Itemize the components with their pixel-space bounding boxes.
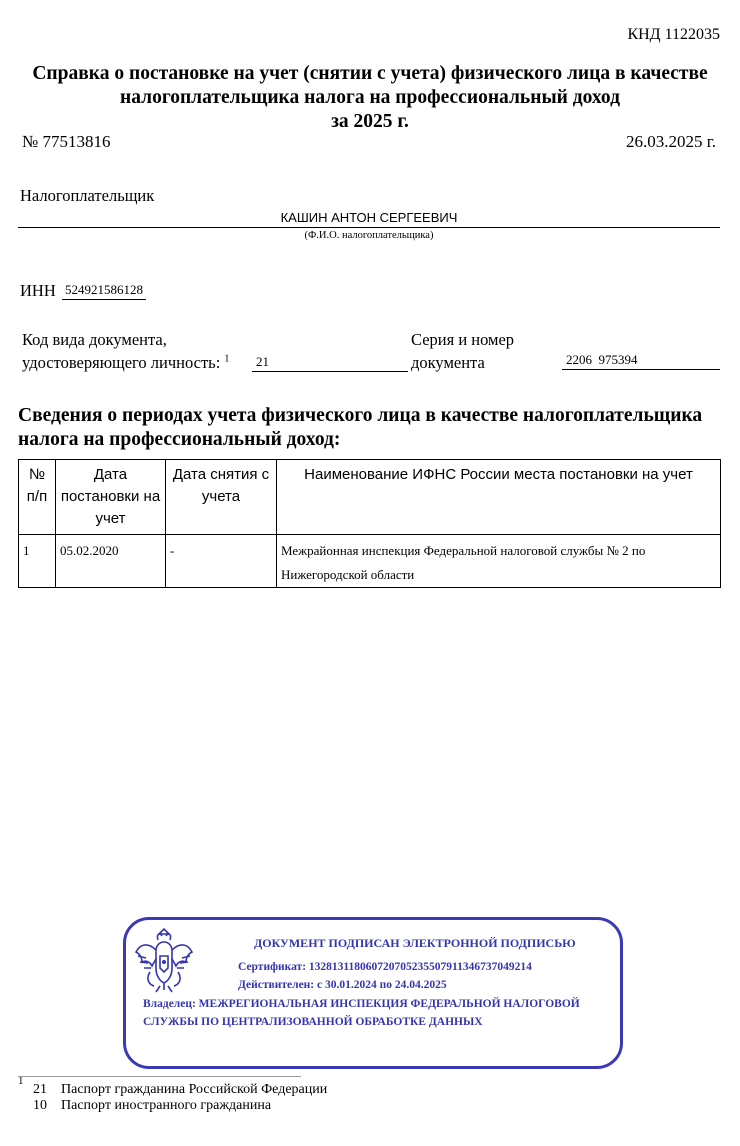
stamp-certificate: Сертификат: 13281311806072070523550791134673704921​4	[238, 961, 532, 973]
coat-of-arms-icon	[132, 928, 196, 996]
col-header-number: № п/п	[19, 460, 56, 535]
cell-registration-date: 05.02.2020	[56, 535, 166, 588]
stamp-owner-line-1: Владелец: МЕЖРЕГИОНАЛЬНАЯ ИНСПЕКЦИЯ ФЕДЕРАЛЬНОЙ НАЛОГОВОЙ	[143, 998, 580, 1010]
footnote-ref-mark: 1	[18, 1075, 24, 1087]
signature-stamp	[123, 917, 623, 1069]
inn-label: ИНН	[20, 281, 56, 300]
title-line-2: налогоплательщика налога на профессиональный доход	[119, 87, 620, 108]
inn-value: 524921586128	[62, 282, 146, 300]
form-code: КНД 1122035	[627, 26, 720, 43]
doc-code-label-2	[22, 353, 229, 373]
col-header-registration-date: Дата постановки на учет	[56, 460, 166, 535]
series-number-value: 2206 975394	[562, 352, 720, 370]
document-title	[0, 62, 740, 134]
title-line-3: за 2025 г.	[331, 111, 409, 132]
periods-title-line-1: Сведения о периодах учета физического лица в качестве налогоплательщика	[18, 405, 703, 426]
doc-code-label-2-text: удостоверяющего личность:	[22, 353, 221, 372]
footnote-text-1: Паспорт гражданина Российской Федерации	[61, 1082, 328, 1097]
stamp-validity: Действителен: с 30.01.2024 по 24.04.2025	[238, 979, 447, 991]
stamp-title: ДОКУМЕНТ ПОДПИСАН ЭЛЕКТРОННОЙ ПОДПИСЬЮ	[254, 936, 576, 950]
table-row	[19, 535, 721, 588]
doc-code-label-1: Код вида документа,	[22, 330, 167, 349]
col-header-deregistration-date: Дата снятия с учета	[166, 460, 277, 535]
taxpayer-name: КАШИН АНТОН СЕРГЕЕВИЧ	[280, 210, 458, 225]
col-header-inspection-name: Наименование ИФНС России места постановки на учет	[277, 460, 721, 535]
stamp-owner-line-2: СЛУЖБЫ ПО ЦЕНТРАЛИЗОВАННОЙ ОБРАБОТКЕ ДАННЫХ	[143, 1016, 483, 1028]
taxpayer-name-line	[18, 227, 720, 228]
document-number: № 77513816	[22, 132, 111, 151]
taxpayer-label: Налогоплательщик	[20, 186, 155, 205]
document-date: 26.03.2025 г.	[625, 132, 716, 151]
periods-title	[18, 404, 723, 452]
footnote-text-2: Паспорт иностранного гражданина	[61, 1098, 272, 1113]
taxpayer-name-caption: (Ф.И.О. налогоплательщика)	[304, 230, 434, 241]
footnote-mark: 1	[224, 353, 230, 365]
footnote-code-2: 10	[33, 1098, 47, 1113]
series-label-1: Серия и номер	[411, 330, 515, 349]
title-line-1: Справка о постановке на учет (снятии с учета) физического лица в качестве	[32, 63, 708, 84]
series-label-2: документа	[411, 353, 485, 372]
doc-code-value: 21	[252, 354, 408, 372]
table-header-row	[19, 460, 721, 535]
periods-title-line-2: налога на профессиональный доход:	[18, 429, 341, 450]
cell-inspection-name: Межрайонная инспекция Федеральной налоговой службы № 2 по Нижегородской области	[277, 535, 721, 588]
cell-deregistration-date: -	[166, 535, 277, 588]
footnote-rule	[18, 1076, 301, 1077]
cell-number: 1	[19, 535, 56, 588]
footnote-code-1: 21	[33, 1082, 47, 1097]
periods-table	[18, 459, 721, 588]
